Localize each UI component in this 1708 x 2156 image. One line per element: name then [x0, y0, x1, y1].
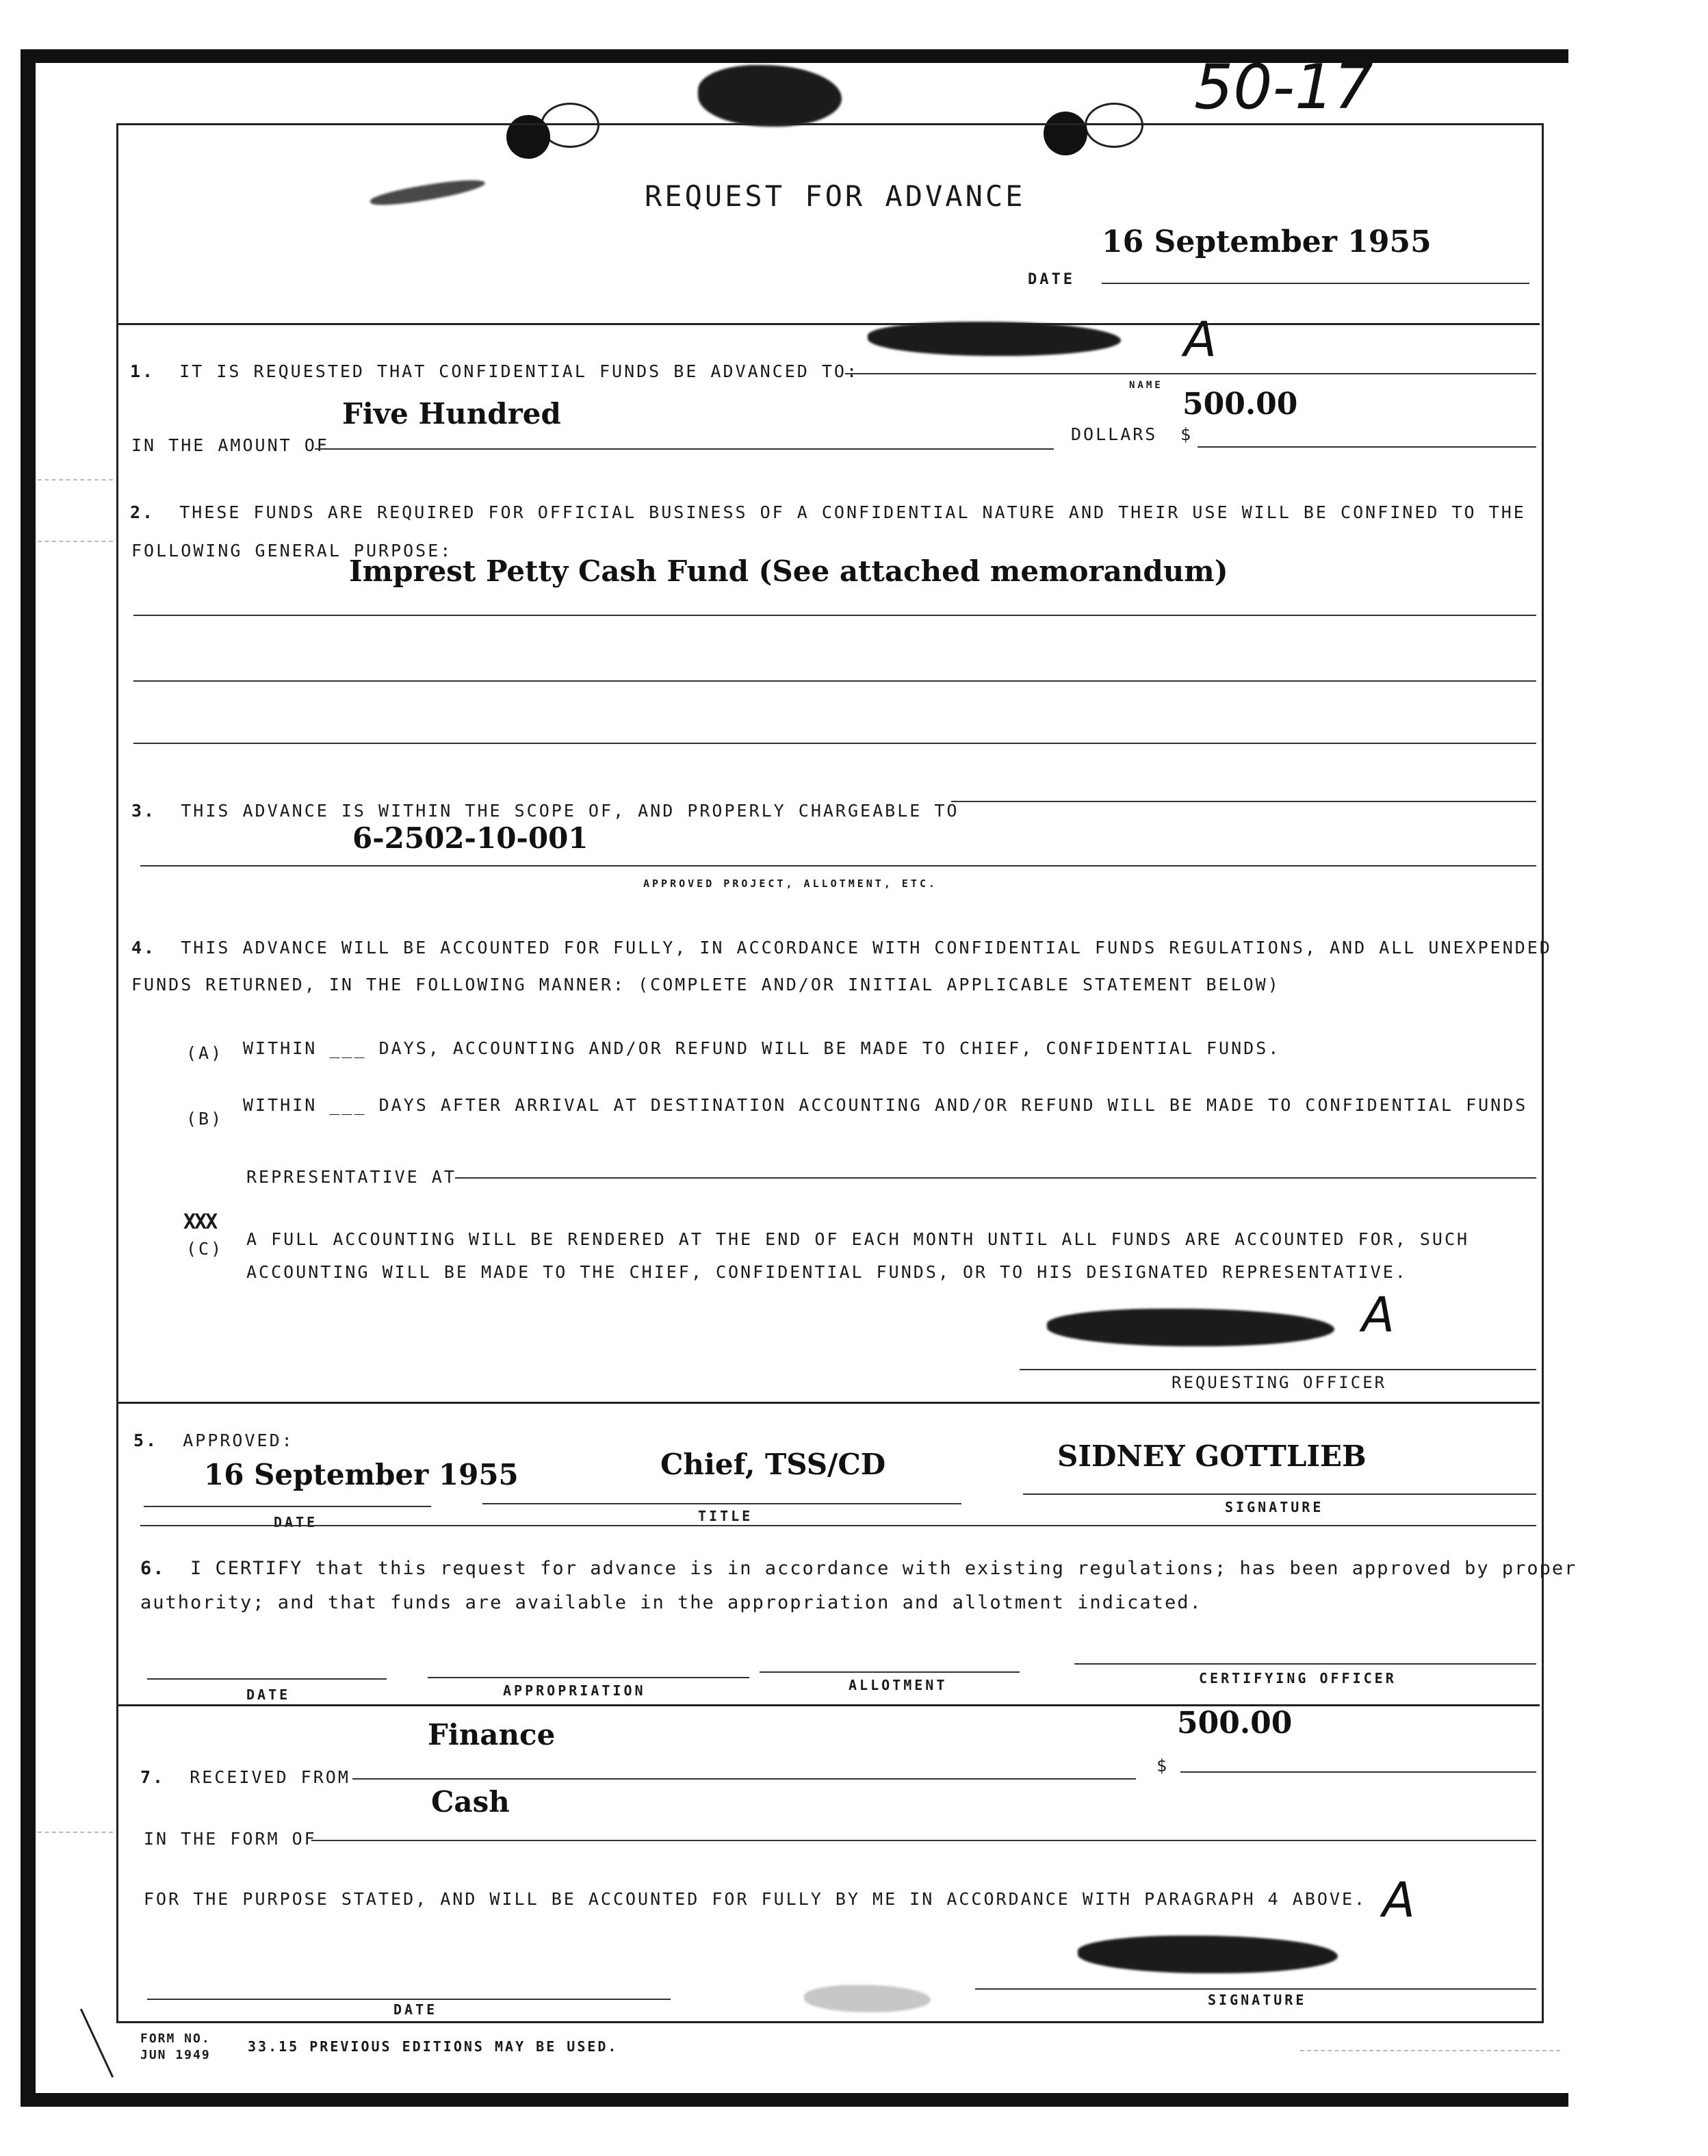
s6-appropriation-line: [428, 1677, 749, 1678]
scan-border-bottom: [21, 2093, 1568, 2107]
s1-amount-label: IN THE AMOUNT OF: [131, 435, 329, 455]
footer-form-code: 33.15 PREVIOUS EDITIONS MAY BE USED.: [248, 2038, 619, 2055]
s4-a-text: WITHIN ___ DAYS, ACCOUNTING AND/OR REFUND WILL BE MADE TO CHIEF, CONFIDENTIAL FUNDS.: [243, 1038, 1281, 1058]
s7-amount-line: [1180, 1771, 1536, 1773]
scan-border-left: [21, 49, 36, 2106]
s4-b-rep-line: [455, 1177, 1536, 1179]
margin-dash-4: [1300, 2050, 1560, 2051]
s2-line-2: [133, 680, 1536, 682]
s4-text-line1: 4. THIS ADVANCE WILL BE ACCOUNTED FOR FULLY, IN ACCORDANCE WITH CONFIDENTIAL FUNDS REGULATIONS, AND ALL UNEXPENDED: [131, 938, 1552, 958]
s6-date-label: DATE: [246, 1686, 291, 1703]
request-date-label: DATE: [1028, 271, 1075, 288]
margin-dash-3: [38, 1832, 113, 1833]
s7-form-value: Cash: [431, 1785, 510, 1819]
s4-initial: A: [1362, 1287, 1395, 1343]
s7-dollar-sign: $: [1156, 1756, 1169, 1775]
s4-b-label: (B): [186, 1109, 224, 1129]
s7-amount: 500.00: [1177, 1706, 1293, 1741]
s4-officer-line: [1020, 1369, 1536, 1370]
s7-date-line: [147, 1999, 671, 2000]
s7-form-line: [311, 1840, 1536, 1841]
s6-appropriation-label: APPROPRIATION: [503, 1682, 646, 1699]
s5-signature-line: [1023, 1493, 1536, 1495]
divider-receipt: [118, 1704, 1540, 1706]
s6-officer-label: CERTIFYING OFFICER: [1199, 1670, 1397, 1686]
divider-s5-s6: [140, 1525, 1536, 1526]
s1-amount-line: [315, 448, 1054, 450]
s2-line-3: [133, 743, 1536, 744]
s3-project: 6-2502-10-001: [352, 821, 588, 855]
request-date-line: [1102, 283, 1529, 284]
s5-title-label: TITLE: [698, 1508, 753, 1524]
s6-officer-line: [1074, 1663, 1536, 1665]
s7-date-label: DATE: [393, 2001, 438, 2018]
s5-date-label: DATE: [274, 1514, 318, 1530]
divider-approval: [118, 1402, 1540, 1404]
s3-line-top: [951, 801, 1536, 802]
s5-title-line: [482, 1503, 961, 1504]
s7-received-value: Finance: [428, 1718, 556, 1751]
s1-dollars-label: DOLLARS: [1071, 424, 1158, 444]
redaction-top: [698, 65, 842, 127]
s7-received-line: [352, 1778, 1136, 1780]
s2-text-line2: FOLLOWING GENERAL PURPOSE:: [131, 541, 453, 561]
s2-line-1: [133, 615, 1536, 616]
s1-name-label: NAME: [1129, 380, 1163, 391]
form-frame: [116, 123, 1544, 2023]
s1-amount-words: Five Hundred: [342, 397, 561, 431]
divider-header: [118, 323, 1540, 325]
s7-form-label: IN THE FORM OF: [144, 1829, 317, 1849]
s5-signature-label: SIGNATURE: [1225, 1499, 1324, 1515]
s4-c-label: (C): [186, 1239, 224, 1259]
s7-received-label: 7. RECEIVED FROM: [140, 1767, 350, 1787]
s4-c-text-line1: A FULL ACCOUNTING WILL BE RENDERED AT THE END OF EACH MONTH UNTIL ALL FUNDS ARE ACCOUNTED FOR, SUCH: [246, 1229, 1470, 1249]
s3-caption: APPROVED PROJECT, ALLOTMENT, ETC.: [643, 877, 938, 890]
margin-dash-2: [38, 541, 113, 542]
s4-text-line2: FUNDS RETURNED, IN THE FOLLOWING MANNER: (COMPLETE AND/OR INITIAL APPLICABLE STATEMENT BELOW): [131, 975, 1280, 994]
faded-stamp: [804, 1985, 931, 2012]
footer-form-no: FORM NO.: [140, 2031, 211, 2046]
s6-text-line2: authority; and that funds are available in the appropriation and allotment indicated.: [140, 1592, 1202, 1613]
s6-date-line: [147, 1678, 387, 1680]
request-date-value: 16 September 1955: [1102, 224, 1432, 259]
s6-text-line1: 6. I CERTIFY that this request for advance is in accordance with existing regulations; has been approved by proper: [140, 1558, 1577, 1579]
s2-purpose: Imprest Petty Cash Fund (See attached memorandum): [349, 554, 1228, 588]
s7-signature-label: SIGNATURE: [1208, 1992, 1307, 2008]
s7-signature-line: [975, 1988, 1536, 1990]
s4-c-mark: XXX: [183, 1210, 217, 1234]
handwritten-file-number: 50-17: [1194, 51, 1373, 123]
s4-c-text-line2: ACCOUNTING WILL BE MADE TO THE CHIEF, CONFIDENTIAL FUNDS, OR TO HIS DESIGNATED REPRESENTATIVE.: [246, 1262, 1408, 1282]
margin-dash-1: [38, 479, 113, 480]
s2-text-line1: 2. THESE FUNDS ARE REQUIRED FOR OFFICIAL BUSINESS OF A CONFIDENTIAL NATURE AND THEIR USE WILL BE CONFINED TO THE: [130, 502, 1526, 522]
s5-signature: SIDNEY GOTTLIEB: [1057, 1439, 1367, 1473]
margin-stroke: [80, 2009, 114, 2078]
s7-initial: A: [1382, 1872, 1415, 1928]
s1-name-line: [845, 373, 1536, 374]
s4-a-label: (A): [186, 1043, 224, 1063]
s5-title: Chief, TSS/CD: [660, 1448, 886, 1481]
s7-purpose-text: FOR THE PURPOSE STATED, AND WILL BE ACCOUNTED FOR FULLY BY ME IN ACCORDANCE WITH PARAGRAPH 4 ABOVE.: [144, 1889, 1367, 1909]
s4-officer-label: REQUESTING OFFICER: [1172, 1373, 1387, 1392]
footer-form-date: JUN 1949: [140, 2048, 211, 2062]
s1-amount-value-line: [1198, 446, 1536, 448]
s1-amount-value: 500.00: [1182, 387, 1298, 422]
s3-line-project: [140, 865, 1536, 867]
s5-label: 5. APPROVED:: [133, 1430, 294, 1450]
s6-allotment-label: ALLOTMENT: [849, 1677, 948, 1693]
form-title: REQUEST FOR ADVANCE: [645, 179, 1026, 213]
s3-text: 3. THIS ADVANCE IS WITHIN THE SCOPE OF, AND PROPERLY CHARGEABLE TO: [131, 801, 959, 821]
s1-dollar-sign: $: [1180, 424, 1193, 444]
s1-text: 1. IT IS REQUESTED THAT CONFIDENTIAL FUNDS BE ADVANCED TO:: [130, 361, 859, 381]
s1-initial: A: [1184, 311, 1217, 368]
s6-allotment-line: [760, 1671, 1020, 1673]
s5-date: 16 September 1955: [204, 1458, 519, 1491]
s4-b-rep: REPRESENTATIVE AT: [246, 1167, 456, 1187]
s5-date-line: [144, 1506, 431, 1507]
s4-b-text: WITHIN ___ DAYS AFTER ARRIVAL AT DESTINATION ACCOUNTING AND/OR REFUND WILL BE MADE TO CONFIDENTIAL FUNDS: [243, 1095, 1528, 1115]
